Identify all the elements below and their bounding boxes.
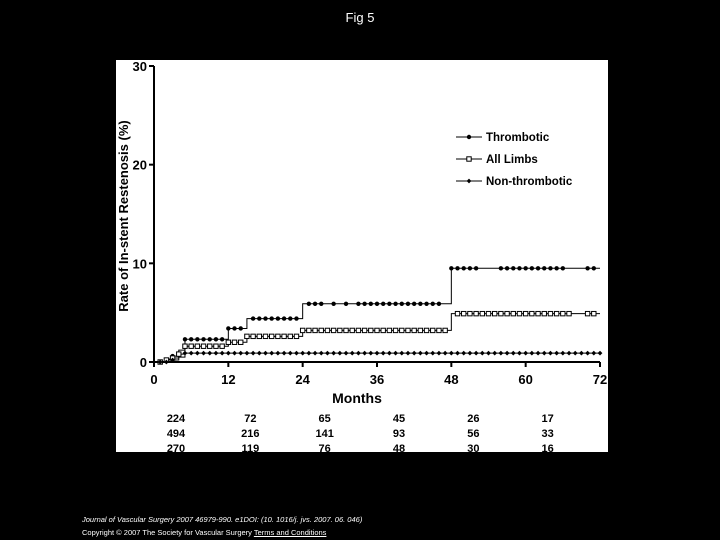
censor-marker-all-limbs: [239, 340, 243, 344]
censor-marker-thrombotic: [455, 266, 459, 270]
censor-marker-thrombotic: [183, 337, 187, 341]
censor-marker-all-limbs: [325, 328, 329, 332]
censor-marker-thrombotic: [226, 326, 230, 330]
censor-marker-all-limbs: [183, 344, 187, 348]
censor-marker-thrombotic: [542, 266, 546, 270]
censor-marker-non-thrombotic: [288, 351, 293, 356]
censor-marker-thrombotic: [251, 316, 255, 320]
censor-marker-non-thrombotic: [437, 351, 442, 356]
censor-marker-all-limbs: [294, 334, 298, 338]
censor-marker-all-limbs: [381, 328, 385, 332]
censor-marker-thrombotic: [511, 266, 515, 270]
at-risk-value: 494: [166, 428, 186, 440]
x-axis-title: Months: [332, 390, 382, 406]
censor-marker-non-thrombotic: [542, 351, 547, 356]
y-tick-label: 10: [132, 256, 147, 272]
legend-label-thrombotic: Thrombotic: [486, 132, 550, 144]
censor-marker-non-thrombotic: [418, 351, 423, 356]
censor-marker-thrombotic: [499, 266, 503, 270]
censor-marker-non-thrombotic: [313, 351, 318, 356]
censor-marker-non-thrombotic: [207, 351, 212, 356]
censor-marker-all-limbs: [313, 328, 317, 332]
censor-marker-non-thrombotic: [238, 351, 243, 356]
censor-marker-non-thrombotic: [294, 351, 299, 356]
censor-marker-all-limbs: [214, 344, 218, 348]
censor-marker-non-thrombotic: [591, 351, 596, 356]
censor-marker-all-limbs: [208, 344, 212, 348]
censor-marker-all-limbs: [195, 344, 199, 348]
censor-marker-all-limbs: [567, 311, 571, 315]
censor-marker-thrombotic: [387, 302, 391, 306]
survival-chart: [116, 60, 608, 452]
censor-marker-all-limbs: [400, 328, 404, 332]
citation-text: Journal of Vascular Surgery 2007 46979-990. e1DOI: (10. 1016/j. jvs. 2007. 06. 046): [82, 515, 363, 524]
censor-marker-non-thrombotic: [492, 351, 497, 356]
terms-link[interactable]: Terms and Conditions: [253, 528, 327, 537]
y-tick-label: 30: [132, 60, 147, 74]
at-risk-value: 33: [541, 428, 554, 440]
censor-marker-all-limbs: [412, 328, 416, 332]
at-risk-value: 141: [315, 428, 334, 440]
y-tick-label: 0: [139, 355, 147, 370]
censor-marker-non-thrombotic: [598, 351, 603, 356]
censor-marker-thrombotic: [282, 316, 286, 320]
censor-marker-all-limbs: [331, 328, 335, 332]
censor-marker-thrombotic: [592, 266, 596, 270]
at-risk-value: 17: [541, 413, 554, 425]
censor-marker-thrombotic: [554, 266, 558, 270]
censor-marker-non-thrombotic: [560, 351, 565, 356]
censor-marker-non-thrombotic: [220, 351, 225, 356]
censor-marker-all-limbs: [300, 328, 304, 332]
chart-panel: [116, 60, 608, 452]
censor-marker-non-thrombotic: [480, 351, 485, 356]
censor-marker-all-limbs: [530, 311, 534, 315]
censor-marker-thrombotic: [331, 302, 335, 306]
censor-marker-thrombotic: [424, 302, 428, 306]
censor-marker-all-limbs: [468, 311, 472, 315]
figure-title: Fig 5: [345, 10, 375, 25]
censor-marker-all-limbs: [288, 334, 292, 338]
censor-marker-all-limbs: [362, 328, 366, 332]
censor-marker-non-thrombotic: [529, 351, 534, 356]
censor-marker-thrombotic: [208, 337, 212, 341]
censor-marker-thrombotic: [418, 302, 422, 306]
at-risk-value: 45: [392, 413, 406, 425]
censor-marker-thrombotic: [381, 302, 385, 306]
censor-marker-all-limbs: [424, 328, 428, 332]
at-risk-value: 16: [541, 443, 554, 452]
censor-marker-all-limbs: [251, 334, 255, 338]
at-risk-value: 93: [392, 428, 406, 440]
censor-marker-thrombotic: [356, 302, 360, 306]
censor-marker-all-limbs: [492, 311, 496, 315]
censor-marker-thrombotic: [400, 302, 404, 306]
censor-marker-non-thrombotic: [449, 351, 454, 356]
censor-marker-non-thrombotic: [406, 351, 411, 356]
censor-marker-all-limbs: [505, 311, 509, 315]
censor-marker-all-limbs: [517, 311, 521, 315]
censor-marker-non-thrombotic: [468, 351, 473, 356]
censor-marker-non-thrombotic: [536, 351, 541, 356]
censor-marker-thrombotic: [548, 266, 552, 270]
censor-marker-non-thrombotic: [375, 351, 380, 356]
censor-marker-thrombotic: [536, 266, 540, 270]
censor-marker-non-thrombotic: [257, 351, 262, 356]
censor-marker-thrombotic: [189, 337, 193, 341]
censor-marker-thrombotic: [288, 316, 292, 320]
x-tick-label: 24: [295, 372, 310, 387]
censor-marker-non-thrombotic: [517, 351, 522, 356]
censor-marker-all-limbs: [344, 328, 348, 332]
at-risk-value: 119: [241, 443, 260, 452]
censor-marker-thrombotic: [269, 316, 273, 320]
censor-marker-non-thrombotic: [554, 351, 559, 356]
x-tick-label: 72: [592, 372, 608, 387]
censor-marker-all-limbs: [585, 311, 589, 315]
censor-marker-all-limbs: [474, 311, 478, 315]
copyright-text: Copyright © 2007 The Society for Vascular Surgery: [82, 528, 252, 537]
censor-marker-all-limbs: [307, 328, 311, 332]
censor-marker-non-thrombotic: [331, 351, 336, 356]
censor-marker-non-thrombotic: [387, 351, 392, 356]
censor-marker-non-thrombotic: [350, 351, 355, 356]
censor-marker-thrombotic: [462, 266, 466, 270]
censor-marker-thrombotic: [307, 302, 311, 306]
y-axis-title: Rate of In-stent Restenosis (%): [116, 120, 131, 312]
censor-marker-non-thrombotic: [579, 351, 584, 356]
legend-marker-all-limbs: [467, 157, 471, 161]
censor-marker-non-thrombotic: [189, 351, 194, 356]
copyright-line: [82, 528, 326, 537]
censor-marker-non-thrombotic: [282, 351, 287, 356]
legend-marker-thrombotic: [467, 135, 471, 139]
at-risk-value: 30: [467, 443, 480, 452]
censor-marker-non-thrombotic: [393, 351, 398, 356]
censor-marker-non-thrombotic: [269, 351, 274, 356]
censor-marker-thrombotic: [201, 337, 205, 341]
at-risk-value: 72: [244, 413, 257, 425]
censor-marker-non-thrombotic: [505, 351, 510, 356]
censor-marker-all-limbs: [486, 311, 490, 315]
censor-marker-all-limbs: [542, 311, 546, 315]
censor-marker-non-thrombotic: [486, 351, 491, 356]
censor-marker-thrombotic: [517, 266, 521, 270]
censor-marker-non-thrombotic: [573, 351, 578, 356]
censor-marker-non-thrombotic: [498, 351, 503, 356]
censor-marker-all-limbs: [338, 328, 342, 332]
censor-marker-non-thrombotic: [585, 351, 590, 356]
censor-marker-thrombotic: [505, 266, 509, 270]
censor-marker-all-limbs: [592, 311, 596, 315]
censor-marker-non-thrombotic: [344, 351, 349, 356]
censor-marker-all-limbs: [319, 328, 323, 332]
censor-marker-non-thrombotic: [325, 351, 330, 356]
censor-marker-non-thrombotic: [443, 351, 448, 356]
censor-marker-all-limbs: [455, 311, 459, 315]
censor-marker-all-limbs: [462, 311, 466, 315]
censor-marker-all-limbs: [418, 328, 422, 332]
censor-marker-non-thrombotic: [461, 351, 466, 356]
at-risk-value: 270: [166, 443, 186, 452]
legend-label-all-limbs: All Limbs: [486, 154, 538, 166]
censor-marker-thrombotic: [220, 337, 224, 341]
censor-marker-thrombotic: [530, 266, 534, 270]
censor-marker-all-limbs: [356, 328, 360, 332]
legend-marker-non-thrombotic: [467, 179, 472, 184]
censor-marker-non-thrombotic: [430, 351, 435, 356]
censor-marker-all-limbs: [232, 340, 236, 344]
censor-marker-non-thrombotic: [399, 351, 404, 356]
censor-marker-thrombotic: [369, 302, 373, 306]
censor-marker-thrombotic: [362, 302, 366, 306]
censor-marker-non-thrombotic: [245, 351, 250, 356]
at-risk-value: 76: [318, 443, 331, 452]
at-risk-value: 56: [467, 428, 480, 440]
censor-marker-all-limbs: [523, 311, 527, 315]
censor-marker-all-limbs: [536, 311, 540, 315]
censor-marker-all-limbs: [480, 311, 484, 315]
x-tick-label: 48: [444, 372, 459, 387]
censor-marker-all-limbs: [201, 344, 205, 348]
censor-marker-non-thrombotic: [337, 351, 342, 356]
censor-marker-thrombotic: [412, 302, 416, 306]
censor-marker-thrombotic: [585, 266, 589, 270]
censor-marker-non-thrombotic: [511, 351, 516, 356]
censor-marker-non-thrombotic: [424, 351, 429, 356]
censor-marker-all-limbs: [443, 328, 447, 332]
at-risk-value: 65: [318, 413, 331, 425]
censor-marker-non-thrombotic: [183, 351, 188, 356]
censor-marker-all-limbs: [177, 352, 181, 356]
censor-marker-all-limbs: [276, 334, 280, 338]
x-tick-label: 60: [518, 372, 533, 387]
censor-marker-thrombotic: [232, 326, 236, 330]
censor-marker-non-thrombotic: [263, 351, 268, 356]
censor-marker-non-thrombotic: [474, 351, 479, 356]
at-risk-value: 216: [241, 428, 260, 440]
censor-marker-non-thrombotic: [412, 351, 417, 356]
censor-marker-thrombotic: [406, 302, 410, 306]
censor-marker-non-thrombotic: [195, 351, 200, 356]
censor-marker-all-limbs: [431, 328, 435, 332]
censor-marker-non-thrombotic: [306, 351, 311, 356]
x-tick-label: 12: [221, 372, 236, 387]
censor-marker-non-thrombotic: [523, 351, 528, 356]
censor-marker-non-thrombotic: [362, 351, 367, 356]
censor-marker-thrombotic: [449, 266, 453, 270]
censor-marker-thrombotic: [257, 316, 261, 320]
censor-marker-all-limbs: [548, 311, 552, 315]
censor-marker-thrombotic: [276, 316, 280, 320]
at-risk-value: 224: [166, 413, 186, 425]
censor-marker-thrombotic: [294, 316, 298, 320]
censor-marker-thrombotic: [393, 302, 397, 306]
censor-marker-thrombotic: [468, 266, 472, 270]
censor-marker-thrombotic: [344, 302, 348, 306]
censor-marker-non-thrombotic: [567, 351, 572, 356]
censor-marker-non-thrombotic: [319, 351, 324, 356]
censor-marker-thrombotic: [195, 337, 199, 341]
censor-marker-thrombotic: [437, 302, 441, 306]
x-tick-label: 0: [150, 372, 158, 387]
censor-marker-thrombotic: [263, 316, 267, 320]
censor-marker-thrombotic: [313, 302, 317, 306]
censor-marker-thrombotic: [239, 326, 243, 330]
censor-marker-non-thrombotic: [368, 351, 373, 356]
at-risk-value: 26: [467, 413, 480, 425]
censor-marker-thrombotic: [375, 302, 379, 306]
censor-marker-all-limbs: [189, 344, 193, 348]
censor-marker-thrombotic: [214, 337, 218, 341]
censor-marker-all-limbs: [269, 334, 273, 338]
censor-marker-non-thrombotic: [381, 351, 386, 356]
censor-marker-all-limbs: [263, 334, 267, 338]
censor-marker-all-limbs: [554, 311, 558, 315]
censor-marker-all-limbs: [387, 328, 391, 332]
censor-marker-all-limbs: [499, 311, 503, 315]
censor-marker-all-limbs: [220, 344, 224, 348]
censor-marker-non-thrombotic: [300, 351, 305, 356]
censor-marker-thrombotic: [431, 302, 435, 306]
censor-marker-all-limbs: [226, 340, 230, 344]
censor-marker-all-limbs: [511, 311, 515, 315]
censor-marker-all-limbs: [375, 328, 379, 332]
censor-marker-all-limbs: [245, 334, 249, 338]
censor-marker-non-thrombotic: [214, 351, 219, 356]
censor-marker-non-thrombotic: [226, 351, 231, 356]
censor-marker-non-thrombotic: [275, 351, 280, 356]
censor-marker-all-limbs: [406, 328, 410, 332]
x-tick-label: 36: [369, 372, 385, 387]
censor-marker-non-thrombotic: [548, 351, 553, 356]
y-tick-label: 20: [132, 157, 147, 173]
censor-marker-non-thrombotic: [356, 351, 361, 356]
censor-marker-thrombotic: [561, 266, 565, 270]
censor-marker-all-limbs: [282, 334, 286, 338]
censor-marker-all-limbs: [369, 328, 373, 332]
legend-label-non-thrombotic: Non-thrombotic: [486, 176, 573, 188]
censor-marker-non-thrombotic: [251, 351, 256, 356]
censor-marker-thrombotic: [523, 266, 527, 270]
censor-marker-all-limbs: [350, 328, 354, 332]
censor-marker-all-limbs: [561, 311, 565, 315]
at-risk-value: 48: [392, 443, 406, 452]
censor-marker-all-limbs: [393, 328, 397, 332]
censor-marker-all-limbs: [437, 328, 441, 332]
censor-marker-thrombotic: [319, 302, 323, 306]
censor-marker-all-limbs: [257, 334, 261, 338]
censor-marker-non-thrombotic: [232, 351, 237, 356]
censor-marker-non-thrombotic: [455, 351, 460, 356]
censor-marker-non-thrombotic: [201, 351, 206, 356]
censor-marker-thrombotic: [474, 266, 478, 270]
